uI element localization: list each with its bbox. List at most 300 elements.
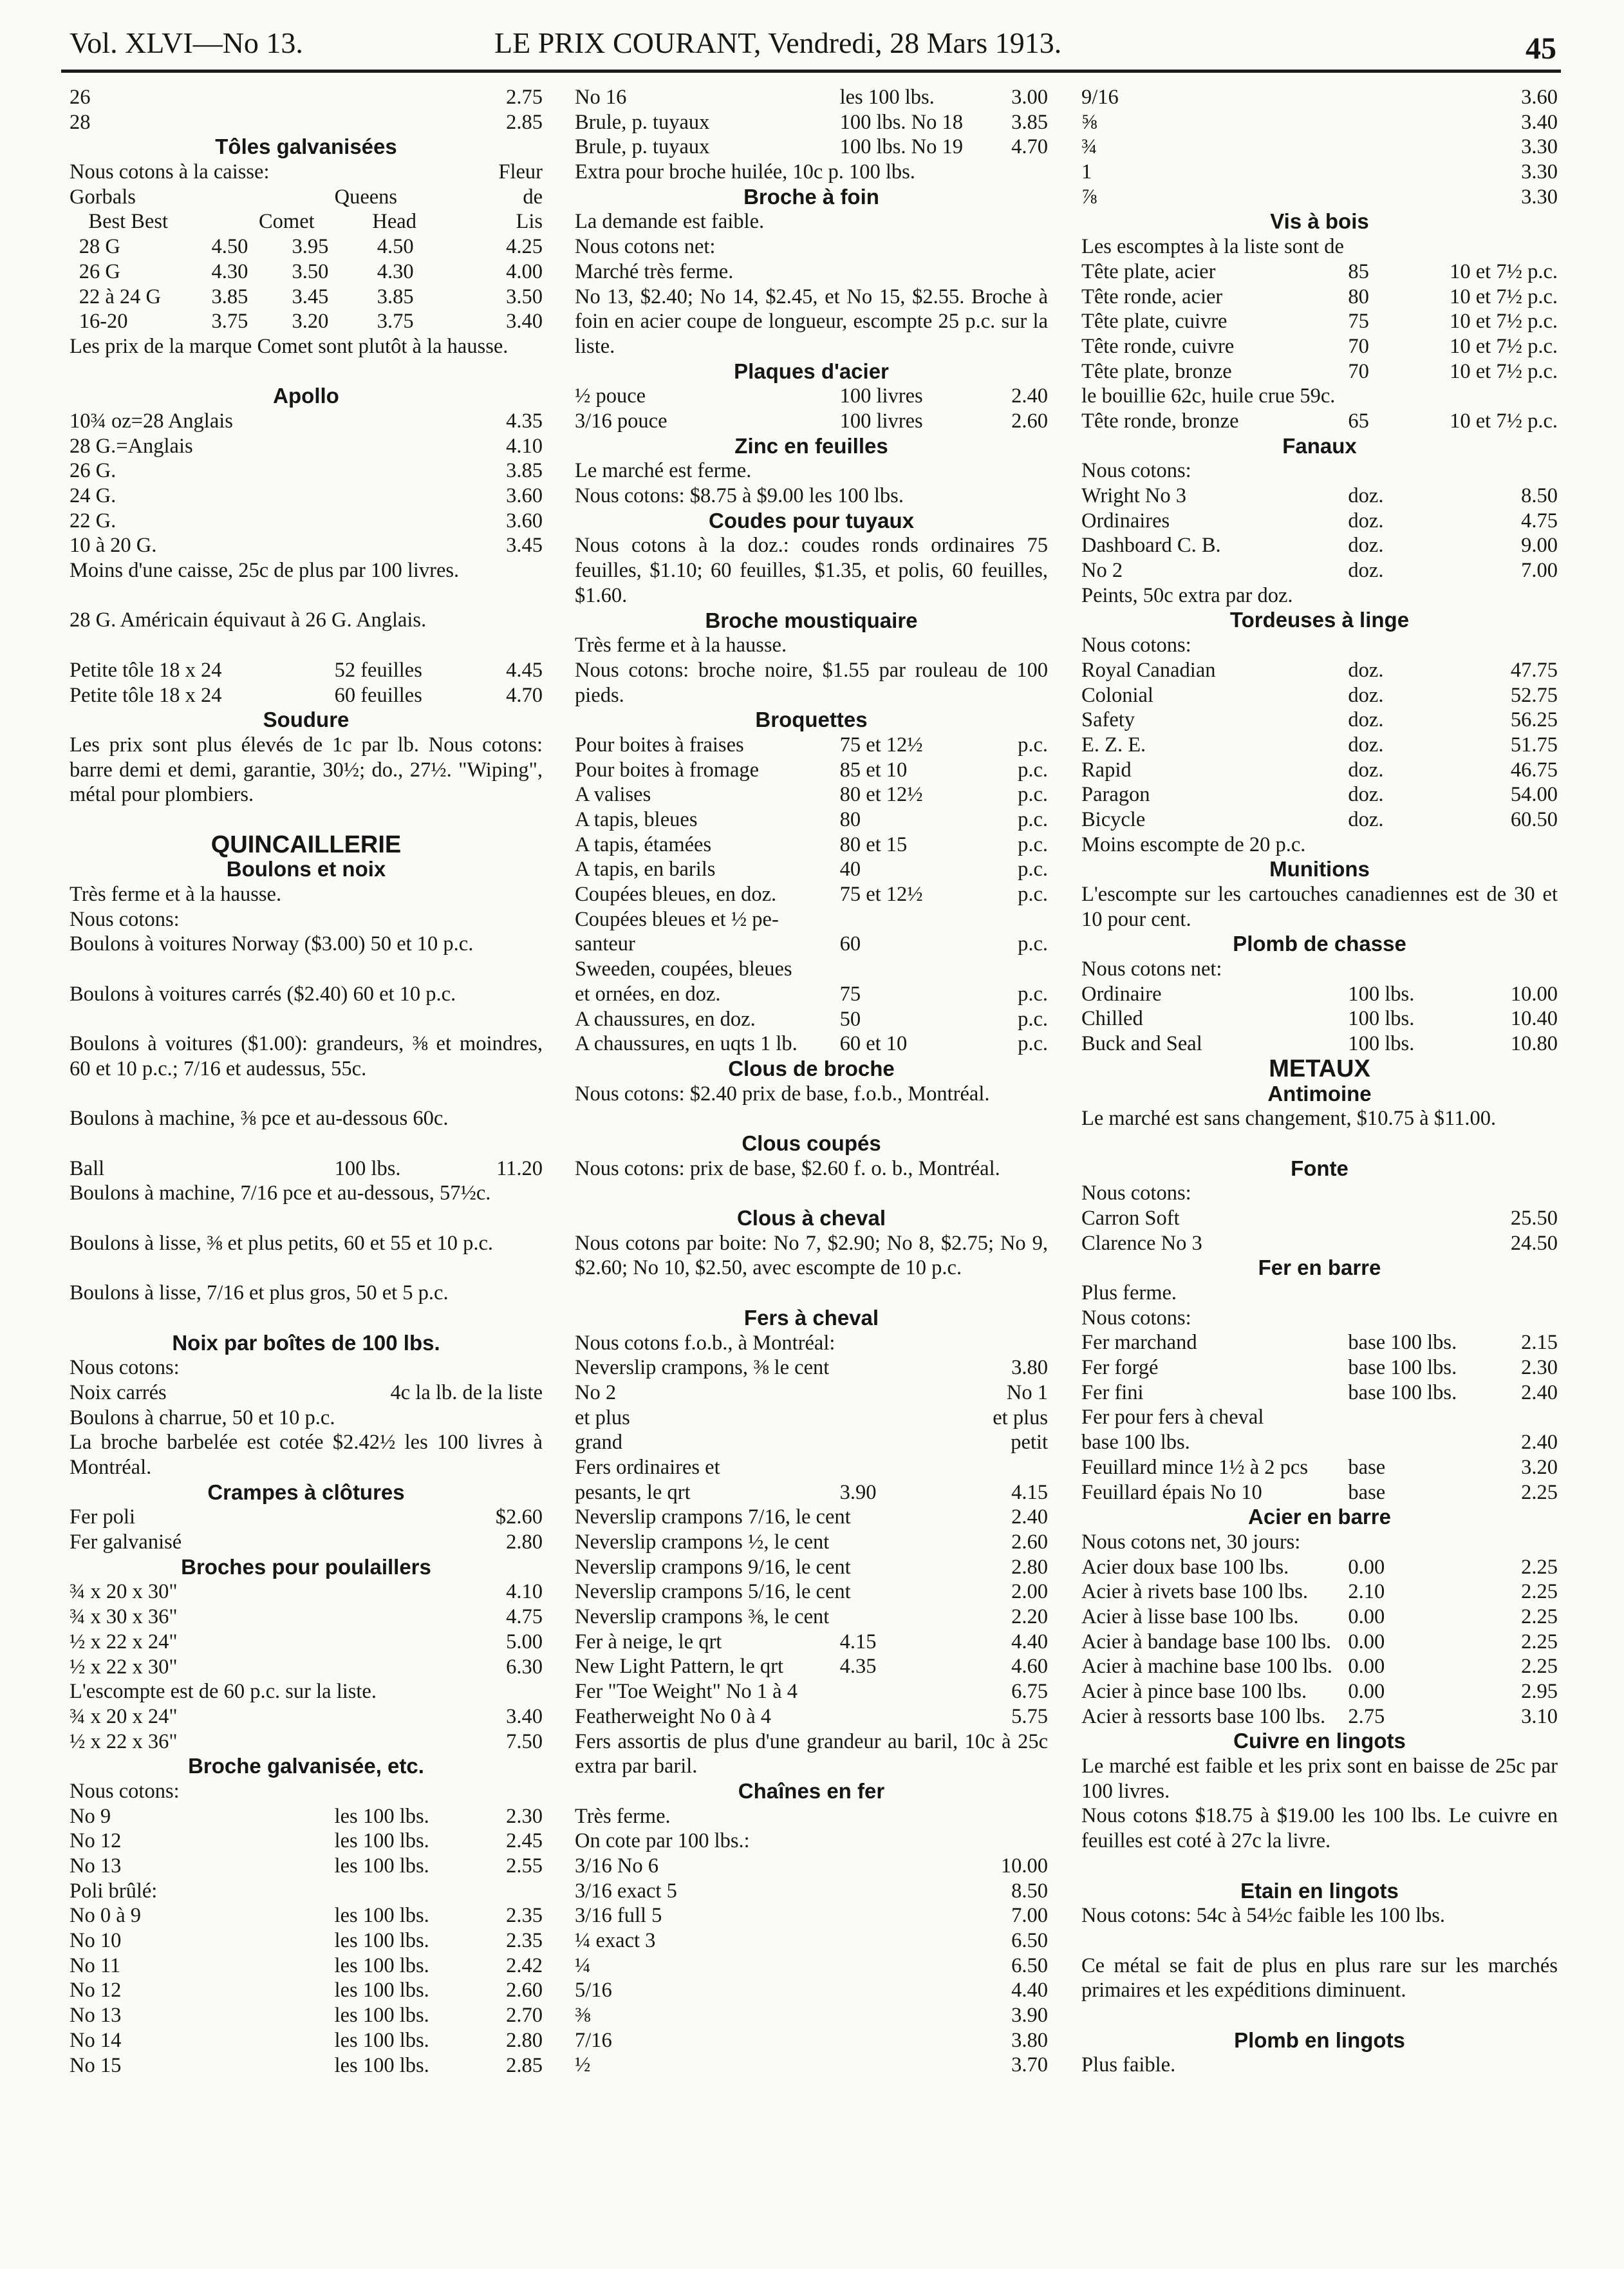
section-heading: Broquettes: [755, 708, 868, 732]
item-label: Gorbals: [70, 185, 136, 209]
price-row: [70, 1530, 543, 1555]
price-cell: 2.75: [506, 86, 543, 109]
paragraph-text: Boulons à voitures ($1.00): grandeurs, ⅜ et moindres, 60 et 10 p.c.; 7/16 et audessus, 55c.: [70, 1032, 543, 1080]
volume-number: Vol. XLVI—No 13.: [70, 26, 303, 59]
price-row: [1081, 1430, 1558, 1455]
price-row: [70, 1704, 543, 1729]
price-cell: 3.45: [506, 534, 543, 558]
price-cell: 3.40: [1521, 110, 1558, 134]
price-cell: 10 et 7½ p.c.: [1450, 409, 1558, 433]
paragraph-text: Nous cotons à la doz.: coudes ronds ordinaires 75 feuilles, $1.10; 60 feuilles, $1.35, et polis, 60 feuilles, $1.60.: [575, 534, 1048, 607]
price-cell: doz.: [1348, 658, 1384, 682]
item-label: Tête ronde, acier: [1081, 285, 1223, 308]
price-cell: 3.80: [1011, 1356, 1048, 1380]
item-label: pesants, le qrt: [575, 1480, 691, 1504]
item-label: Nous cotons à la caisse:: [70, 160, 270, 184]
price-row: [575, 982, 1048, 1007]
price-cell: 40: [839, 858, 861, 881]
price-cell: Head: [372, 210, 416, 234]
price-cell: 2.40: [1011, 384, 1048, 408]
price-cell: 4.50: [377, 235, 414, 259]
price-row: [1081, 1480, 1558, 1505]
price-row: [1081, 1330, 1558, 1355]
item-label: Dashboard C. B.: [1081, 534, 1221, 558]
price-cell: 4.75: [1521, 509, 1558, 532]
price-row: [70, 2003, 543, 2028]
page-header: [70, 26, 1556, 66]
price-cell: 3.30: [1521, 185, 1558, 209]
item-label: 9/16: [1081, 86, 1119, 109]
price-cell: 10.00: [1000, 1854, 1048, 1878]
item-label: Colonial: [1081, 683, 1153, 707]
price-cell: 10.80: [1510, 1032, 1558, 1056]
price-cell: 2.35: [506, 1904, 543, 1928]
price-cell: 10 et 7½ p.c.: [1450, 259, 1558, 283]
price-cell: 4.50: [211, 235, 248, 259]
price-cell: 100 lbs.: [1348, 982, 1415, 1006]
price-cell: 4.15: [839, 1630, 877, 1653]
section-heading: Broche galvanisée, etc.: [188, 1754, 424, 1778]
section-heading: Fers à cheval: [743, 1305, 879, 1330]
price-row: [575, 1704, 1048, 1729]
item-label: et plus: [575, 1406, 630, 1429]
price-row: [575, 2053, 1048, 2078]
item-label: Fer fini: [1081, 1380, 1144, 1404]
price-cell: 3.85: [377, 285, 414, 308]
item-label: Acier à lisse base 100 lbs.: [1081, 1605, 1299, 1628]
item-label: Acier à bandage base 100 lbs.: [1081, 1630, 1332, 1653]
column-left: [70, 85, 543, 2078]
section-heading: Broches pour poulaillers: [181, 1554, 431, 1579]
price-row: [1081, 135, 1558, 160]
price-row: [70, 409, 543, 434]
section-heading: Clous de broche: [728, 1056, 895, 1080]
price-row: [70, 309, 543, 334]
price-cell: 2.85: [506, 110, 543, 134]
item-label: Brule, p. tuyaux: [575, 135, 710, 159]
paragraph-text: Extra pour broche huilée, 10c p. 100 lbs.: [575, 160, 915, 184]
paragraph-text: No 13, $2.40; No 14, $2.45, et No 15, $2.55. Broche à foin en acier coupe de longueur, escompte 25 p.c. sur la liste.: [575, 285, 1048, 358]
paragraph-text: Les prix de la marque Comet sont plutôt à la hausse.: [70, 334, 509, 358]
price-cell: 3.00: [1011, 86, 1048, 109]
price-row: [575, 1380, 1048, 1406]
paragraph-text: Nous cotons:: [1081, 1182, 1191, 1205]
item-label: ⅞: [1081, 185, 1097, 209]
item-label: Buck and Seal: [1081, 1032, 1202, 1056]
price-row: [575, 957, 1048, 982]
price-cell: 2.85: [506, 2053, 543, 2077]
item-label: Royal Canadian: [1081, 658, 1216, 682]
price-cell: 4.35: [839, 1655, 877, 1679]
price-cell: p.c.: [1018, 858, 1048, 881]
item-label: Tête ronde, cuivre: [1081, 334, 1235, 358]
price-cell: 2.25: [1521, 1480, 1558, 1504]
price-row: [575, 857, 1048, 882]
price-row: [70, 1978, 543, 2003]
price-row: [575, 1903, 1048, 1928]
item-label: No 13: [70, 1854, 122, 1878]
price-row: [70, 1854, 543, 1879]
price-cell: 4.45: [506, 658, 543, 682]
price-cell: doz.: [1348, 783, 1384, 807]
price-row: [575, 1031, 1048, 1057]
price-cell: 2.70: [506, 2004, 543, 2028]
price-cell: 3.40: [506, 1704, 543, 1728]
item-label: Fer poli: [70, 1505, 136, 1529]
section-heading: Cuivre en lingots: [1233, 1729, 1406, 1753]
price-row: [1081, 285, 1558, 310]
item-label: 28: [70, 110, 91, 134]
price-cell: 3.70: [1011, 2053, 1048, 2077]
price-row: [575, 1954, 1048, 1979]
price-cell: 4.35: [506, 409, 543, 433]
item-label: 7/16: [575, 2028, 612, 2052]
price-cell: 100 lbs. No 19: [839, 135, 963, 159]
price-cell: 3.30: [1521, 135, 1558, 159]
paragraph-text: L'escompte est de 60 p.c. sur la liste.: [70, 1680, 377, 1704]
price-cell: Fleur: [498, 160, 543, 184]
item-label: No 13: [70, 2004, 122, 2028]
item-label: 28 G.=Anglais: [70, 434, 193, 458]
item-label: Fer à neige, le qrt: [575, 1630, 722, 1653]
paragraph-text: Nous cotons: 54c à 54½c faible les 100 lbs.: [1081, 1904, 1446, 1928]
price-row: [575, 1630, 1048, 1655]
price-cell: doz.: [1348, 708, 1384, 732]
price-cell: 2.40: [1521, 1380, 1558, 1404]
price-cell: 4.60: [1011, 1655, 1048, 1679]
item-label: Neverslip crampons 5/16, le cent: [575, 1580, 851, 1604]
item-label: Featherweight No 0 à 4: [575, 1704, 772, 1728]
price-cell: 85 et 10: [839, 758, 908, 782]
price-cell: 65: [1348, 409, 1369, 433]
price-cell: 3.60: [506, 484, 543, 508]
price-cell: 3.45: [292, 285, 329, 308]
item-label: Fer "Toe Weight" No 1 à 4: [575, 1680, 798, 1704]
item-label: 22 à 24 G: [79, 285, 161, 308]
price-cell: 6.50: [1011, 1954, 1048, 1977]
price-cell: p.c.: [1018, 808, 1048, 832]
price-cell: No 1: [1006, 1380, 1048, 1404]
item-label: 3/16 pouce: [575, 409, 667, 433]
price-cell: 54.00: [1510, 783, 1558, 807]
price-row: [1081, 484, 1558, 509]
price-cell: 70: [1348, 334, 1369, 358]
price-row: [70, 110, 543, 135]
price-row: [70, 234, 543, 259]
section-heading: Noix par boîtes de 100 lbs.: [172, 1330, 440, 1355]
price-cell: p.c.: [1018, 833, 1048, 856]
item-label: No 12: [70, 1979, 122, 2002]
item-label: ½ x 22 x 30": [70, 1655, 178, 1679]
price-cell: 7.00: [1011, 1904, 1048, 1928]
price-cell: 4.30: [211, 259, 248, 283]
price-cell: doz.: [1348, 484, 1384, 507]
column-middle: [575, 85, 1048, 2078]
price-cell: 4.10: [506, 1580, 543, 1604]
price-row: [575, 1530, 1048, 1555]
item-label: No 12: [70, 1829, 122, 1853]
item-label: Neverslip crampons 9/16, le cent: [575, 1555, 851, 1579]
price-cell: 2.80: [506, 2028, 543, 2052]
price-row: [70, 1928, 543, 1954]
price-cell: 85: [1348, 259, 1369, 283]
item-label: Neverslip crampons ⅜, le cent: [575, 1605, 830, 1629]
item-label: ½ x 22 x 36": [70, 1729, 178, 1753]
item-label: A chaussures, en doz.: [575, 1007, 756, 1031]
price-cell: 2.75: [1348, 1704, 1385, 1728]
section-heading: Tôles galvanisées: [215, 135, 397, 159]
price-cell: 100 lbs.: [1348, 1007, 1415, 1031]
price-row: [575, 882, 1048, 907]
item-label: Paragon: [1081, 783, 1150, 807]
price-row: [70, 2028, 543, 2053]
price-cell: 0.00: [1348, 1555, 1385, 1579]
price-cell: doz.: [1348, 509, 1384, 532]
item-label: ⅜: [575, 2004, 591, 2028]
item-label: Tête ronde, bronze: [1081, 409, 1239, 433]
item-label: grand: [575, 1431, 622, 1455]
price-row: [70, 1954, 543, 1979]
paragraph-text: Nous cotons: $2.40 prix de base, f.o.b., Montréal.: [575, 1082, 990, 1106]
section-heading: Etain en lingots: [1240, 1878, 1399, 1903]
page-number: 45: [1526, 32, 1556, 66]
item-label: ¾: [1081, 135, 1097, 159]
price-cell: 0.00: [1348, 1680, 1385, 1704]
price-row: [1081, 1654, 1558, 1679]
price-row: [575, 733, 1048, 758]
price-row: [1081, 160, 1558, 185]
item-label: Best Best: [88, 210, 169, 234]
paragraph-text: Fers assortis de plus d'une grandeur au baril, 10c à 25c extra par baril.: [575, 1729, 1048, 1778]
price-row: [1081, 708, 1558, 733]
price-row: [70, 683, 543, 708]
price-cell: les 100 lbs.: [334, 1929, 429, 1953]
price-row: [575, 384, 1048, 409]
item-label: No 9: [70, 1804, 111, 1828]
price-row: [1081, 110, 1558, 135]
price-row: [1081, 1555, 1558, 1580]
section-heading: Clous coupés: [742, 1131, 881, 1155]
price-cell: doz.: [1348, 559, 1384, 583]
item-label: Noix carrés: [70, 1380, 167, 1404]
item-label: No 10: [70, 1929, 122, 1953]
price-cell: 2.25: [1521, 1555, 1558, 1579]
paragraph-text: Nous cotons:: [70, 907, 180, 931]
paragraph-text: Nous cotons:: [1081, 1306, 1191, 1330]
price-cell: doz.: [1348, 534, 1384, 558]
price-cell: 2.15: [1521, 1331, 1558, 1355]
price-row: [575, 782, 1048, 807]
price-cell: 2.30: [506, 1804, 543, 1828]
price-cell: 4.30: [377, 259, 414, 283]
section-heading: Munitions: [1269, 857, 1370, 881]
item-label: Brule, p. tuyaux: [575, 110, 710, 134]
item-label: Tête plate, acier: [1081, 259, 1216, 283]
price-cell: 2.25: [1521, 1655, 1558, 1679]
price-cell: 7.00: [1521, 559, 1558, 583]
item-label: No 2: [1081, 559, 1123, 583]
paragraph-text: Très ferme.: [575, 1804, 671, 1828]
price-row: [70, 1903, 543, 1928]
item-label: A valises: [575, 783, 651, 807]
item-label: No 0 à 9: [70, 1904, 142, 1928]
item-label: No 11: [70, 1954, 121, 1977]
price-cell: 3.85: [506, 459, 543, 483]
price-cell: 80: [1348, 285, 1369, 308]
section-heading: Tordeuses à linge: [1229, 608, 1410, 632]
price-row: [70, 160, 543, 185]
price-row: [1081, 1405, 1558, 1430]
price-cell: p.c.: [1018, 982, 1048, 1006]
paragraph-text: Boulons à machine, ⅜ pce et au-dessous 60c.: [70, 1107, 449, 1131]
item-label: Ordinaires: [1081, 509, 1170, 532]
row-label: le bouillie 62c, huile crue 59c.: [1081, 384, 1336, 408]
section-heading: Broche moustiquaire: [705, 608, 918, 632]
item-label: Carron Soft: [1081, 1206, 1180, 1230]
price-row: [70, 1729, 543, 1755]
paragraph-text: Plus ferme.: [1081, 1281, 1177, 1305]
item-label: Tête plate, cuivre: [1081, 310, 1227, 334]
price-cell: $2.60: [495, 1505, 543, 1529]
item-label: 26 G.: [70, 459, 117, 483]
price-row: [1081, 782, 1558, 807]
price-row: [1081, 533, 1558, 558]
section-heading: Antimoine: [1267, 1081, 1372, 1106]
price-cell: 3.85: [211, 285, 248, 308]
item-label: ½: [575, 2053, 591, 2077]
price-row: [1081, 384, 1558, 409]
price-cell: 80: [839, 808, 861, 832]
price-row: [70, 1579, 543, 1605]
price-cell: 3.80: [1011, 2028, 1048, 2052]
price-cell: 4.70: [1011, 135, 1048, 159]
section-heading: Chaînes en fer: [738, 1778, 885, 1803]
price-cell: 3.20: [292, 310, 329, 334]
price-cell: 80 et 12½: [839, 783, 923, 807]
price-cell: 2.60: [1011, 1530, 1048, 1554]
item-label: ¼: [575, 1954, 591, 1977]
price-cell: 6.30: [506, 1655, 543, 1679]
price-cell: 80 et 15: [839, 833, 908, 856]
price-row: [70, 259, 543, 285]
price-cell: 0.00: [1348, 1655, 1385, 1679]
row-label: Fer pour fers à cheval: [1081, 1406, 1264, 1429]
item-label: Feuillard mince 1½ à 2 pcs: [1081, 1455, 1308, 1479]
price-row: [70, 185, 543, 210]
price-row: [1081, 185, 1558, 210]
item-label: 16-20: [79, 310, 128, 334]
item-label: Neverslip crampons ½, le cent: [575, 1530, 830, 1554]
price-cell: 0.00: [1348, 1605, 1385, 1628]
price-cell: Lis: [516, 210, 543, 234]
section-heading: METAUX: [1269, 1055, 1370, 1082]
price-cell: 100 livres: [839, 409, 923, 433]
section-heading: Fonte: [1291, 1156, 1349, 1180]
paragraph-text: Les escomptes à la liste sont de: [1081, 235, 1344, 259]
price-row: [70, 533, 543, 558]
price-cell: base: [1348, 1480, 1386, 1504]
price-cell: 3.90: [1011, 2004, 1048, 2028]
item-label: Chilled: [1081, 1007, 1143, 1031]
price-row: [1081, 558, 1558, 583]
price-cell: 6.50: [1011, 1929, 1048, 1953]
item-label: Ball: [70, 1156, 105, 1180]
price-cell: 4.75: [506, 1605, 543, 1629]
price-cell: les 100 lbs.: [334, 1979, 429, 2002]
price-cell: 2.42: [506, 1954, 543, 1977]
row-label: Coupées bleues et ½ pe-: [575, 907, 779, 931]
price-cell: p.c.: [1018, 932, 1048, 956]
price-cell: 60: [839, 932, 861, 956]
price-row: [1081, 1630, 1558, 1655]
price-cell: 100 lbs.: [334, 1156, 401, 1180]
price-row: [575, 1406, 1048, 1431]
price-cell: 4.70: [506, 683, 543, 707]
item-label: 1: [1081, 160, 1092, 184]
price-cell: 3.10: [1521, 1704, 1558, 1728]
price-row: [575, 2003, 1048, 2028]
price-cell: 100 livres: [839, 384, 923, 408]
price-cell: 8.50: [1521, 484, 1558, 507]
price-cell: 5.75: [1011, 1704, 1048, 1728]
item-label: ¼ exact 3: [575, 1929, 656, 1953]
price-row: [1081, 1231, 1558, 1256]
price-cell: 100 lbs.: [1348, 1032, 1415, 1056]
price-cell: 9.00: [1521, 534, 1558, 558]
price-cell: les 100 lbs.: [334, 2028, 429, 2052]
price-cell: 2.45: [506, 1829, 543, 1853]
price-cell: 3.60: [506, 509, 543, 532]
item-label: Feuillard épais No 10: [1081, 1480, 1262, 1504]
item-label: Wright No 3: [1081, 484, 1186, 507]
item-label: 26: [70, 86, 91, 109]
price-row: [575, 85, 1048, 110]
price-cell: 2.35: [506, 1929, 543, 1953]
price-cell: p.c.: [1018, 758, 1048, 782]
price-row: [1081, 1455, 1558, 1480]
section-heading: Plomb en lingots: [1234, 2028, 1405, 2052]
price-cell: 3.40: [506, 310, 543, 334]
price-cell: 3.60: [1521, 86, 1558, 109]
item-label: Safety: [1081, 708, 1135, 732]
price-cell: 2.40: [1011, 1505, 1048, 1529]
price-cell: les 100 lbs.: [334, 1804, 429, 1828]
item-label: Petite tôle 18 x 24: [70, 658, 222, 682]
price-cell: les 100 lbs.: [334, 1904, 429, 1928]
paragraph-text: Nous cotons:: [70, 1779, 180, 1803]
item-label: Ordinaire: [1081, 982, 1162, 1006]
price-row: [575, 1555, 1048, 1580]
section-heading: Fer en barre: [1258, 1256, 1381, 1280]
paragraph-text: On cote par 100 lbs.:: [575, 1829, 750, 1853]
price-cell: p.c.: [1018, 883, 1048, 907]
price-row: [575, 1605, 1048, 1630]
price-row: [70, 509, 543, 534]
price-row: [70, 85, 543, 110]
price-cell: base 100 lbs.: [1348, 1380, 1457, 1404]
price-row: [70, 484, 543, 509]
price-cell: les 100 lbs.: [334, 2004, 429, 2028]
price-cell: doz.: [1348, 733, 1384, 757]
item-label: A tapis, en barils: [575, 858, 716, 881]
price-cell: 2.55: [506, 1854, 543, 1878]
item-label: et ornées, en doz.: [575, 982, 721, 1006]
item-label: Tête plate, bronze: [1081, 359, 1232, 383]
price-cell: les 100 lbs.: [334, 1829, 429, 1853]
price-cell: 0.00: [1348, 1630, 1385, 1653]
section-heading: Soudure: [263, 708, 350, 732]
price-row: [1081, 733, 1558, 758]
